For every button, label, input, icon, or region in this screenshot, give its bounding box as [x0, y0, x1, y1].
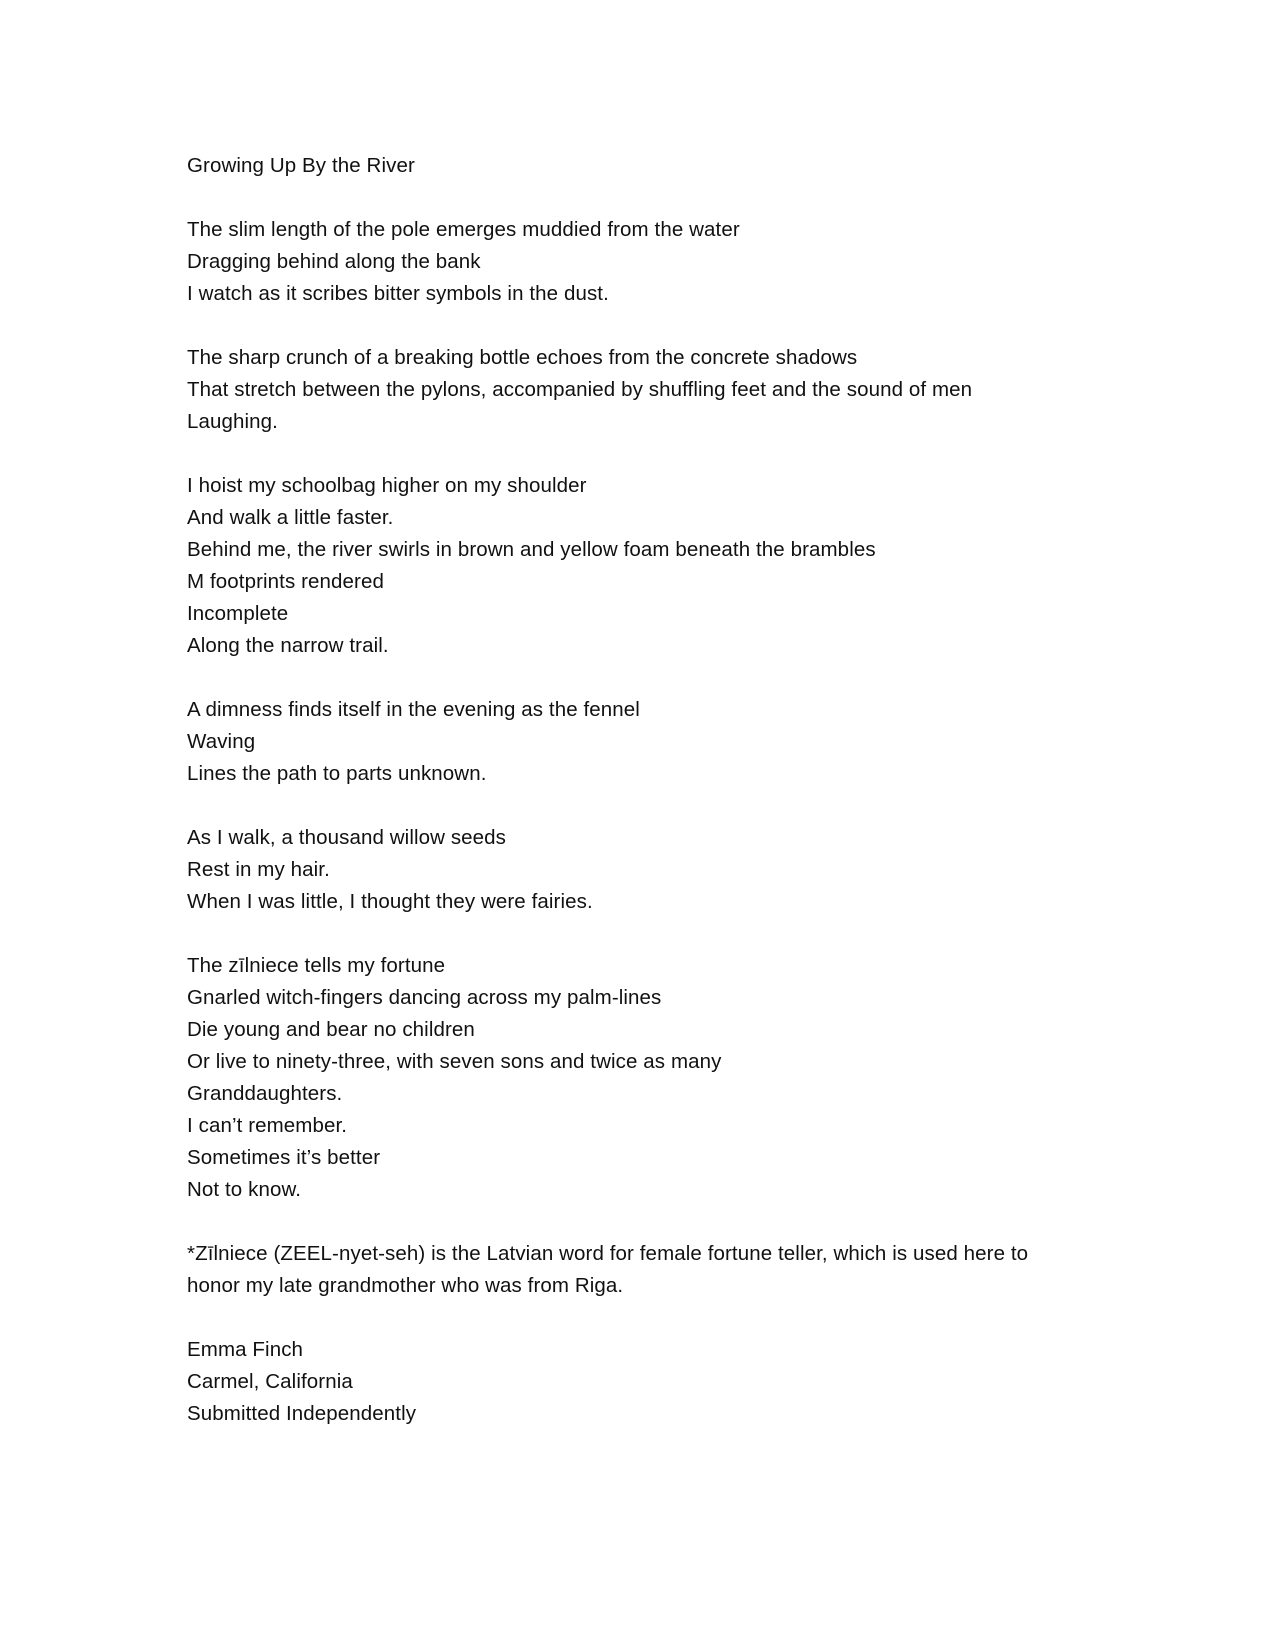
poem-document [187, 150, 1087, 1430]
poem-line: Rest in my hair. [187, 858, 330, 881]
poem-title: Growing Up By the River [187, 154, 415, 177]
poem-line: That stretch between the pylons, accompanied by shuffling feet and the sound of men [187, 378, 973, 401]
stanza-1 [187, 214, 1087, 310]
stanza-3 [187, 470, 1087, 662]
footnote-line: honor my late grandmother who was from Riga. [187, 1274, 624, 1297]
poem-line: Not to know. [187, 1178, 302, 1201]
stanza-4 [187, 694, 1087, 790]
author-location: Carmel, California [187, 1370, 353, 1393]
poem-line: Or live to ninety-three, with seven sons and twice as many [187, 1050, 722, 1073]
poem-line: As I walk, a thousand willow seeds [187, 826, 507, 849]
stanza-2 [187, 342, 1087, 438]
submission-note: Submitted Independently [187, 1402, 417, 1425]
footnote [187, 1238, 1087, 1302]
poem-line: Laughing. [187, 410, 278, 433]
poem-line: Along the narrow trail. [187, 634, 389, 657]
signature-block [187, 1334, 1087, 1430]
poem-line: A dimness finds itself in the evening as the fennel [187, 698, 640, 721]
footnote-line: *Zīlniece (ZEEL-nyet-seh) is the Latvian word for female fortune teller, which is used here to [187, 1242, 1029, 1265]
stanza-6 [187, 950, 1087, 1206]
poem-line: When I was little, I thought they were fairies. [187, 890, 593, 913]
poem-line: Sometimes it’s better [187, 1146, 381, 1169]
poem-line: Behind me, the river swirls in brown and yellow foam beneath the brambles [187, 538, 876, 561]
poem-line: The slim length of the pole emerges muddied from the water [187, 218, 740, 241]
poem-line: Die young and bear no children [187, 1018, 475, 1041]
poem-line: Granddaughters. [187, 1082, 343, 1105]
poem-line: Dragging behind along the bank [187, 250, 481, 273]
stanza-5 [187, 822, 1087, 918]
poem-line: Incomplete [187, 602, 289, 625]
poem-line: The sharp crunch of a breaking bottle echoes from the concrete shadows [187, 346, 858, 369]
poem-line: Gnarled witch-fingers dancing across my palm-lines [187, 986, 662, 1009]
author-name: Emma Finch [187, 1338, 304, 1361]
poem-line: Lines the path to parts unknown. [187, 762, 487, 785]
poem-line: I hoist my schoolbag higher on my shoulder [187, 474, 587, 497]
poem-line: I can’t remember. [187, 1114, 348, 1137]
poem-line: Waving [187, 730, 256, 753]
poem-line: I watch as it scribes bitter symbols in the dust. [187, 282, 609, 305]
poem-line: M footprints rendered [187, 570, 384, 593]
poem-line: And walk a little faster. [187, 506, 394, 529]
poem-line: The zīlniece tells my fortune [187, 954, 446, 977]
